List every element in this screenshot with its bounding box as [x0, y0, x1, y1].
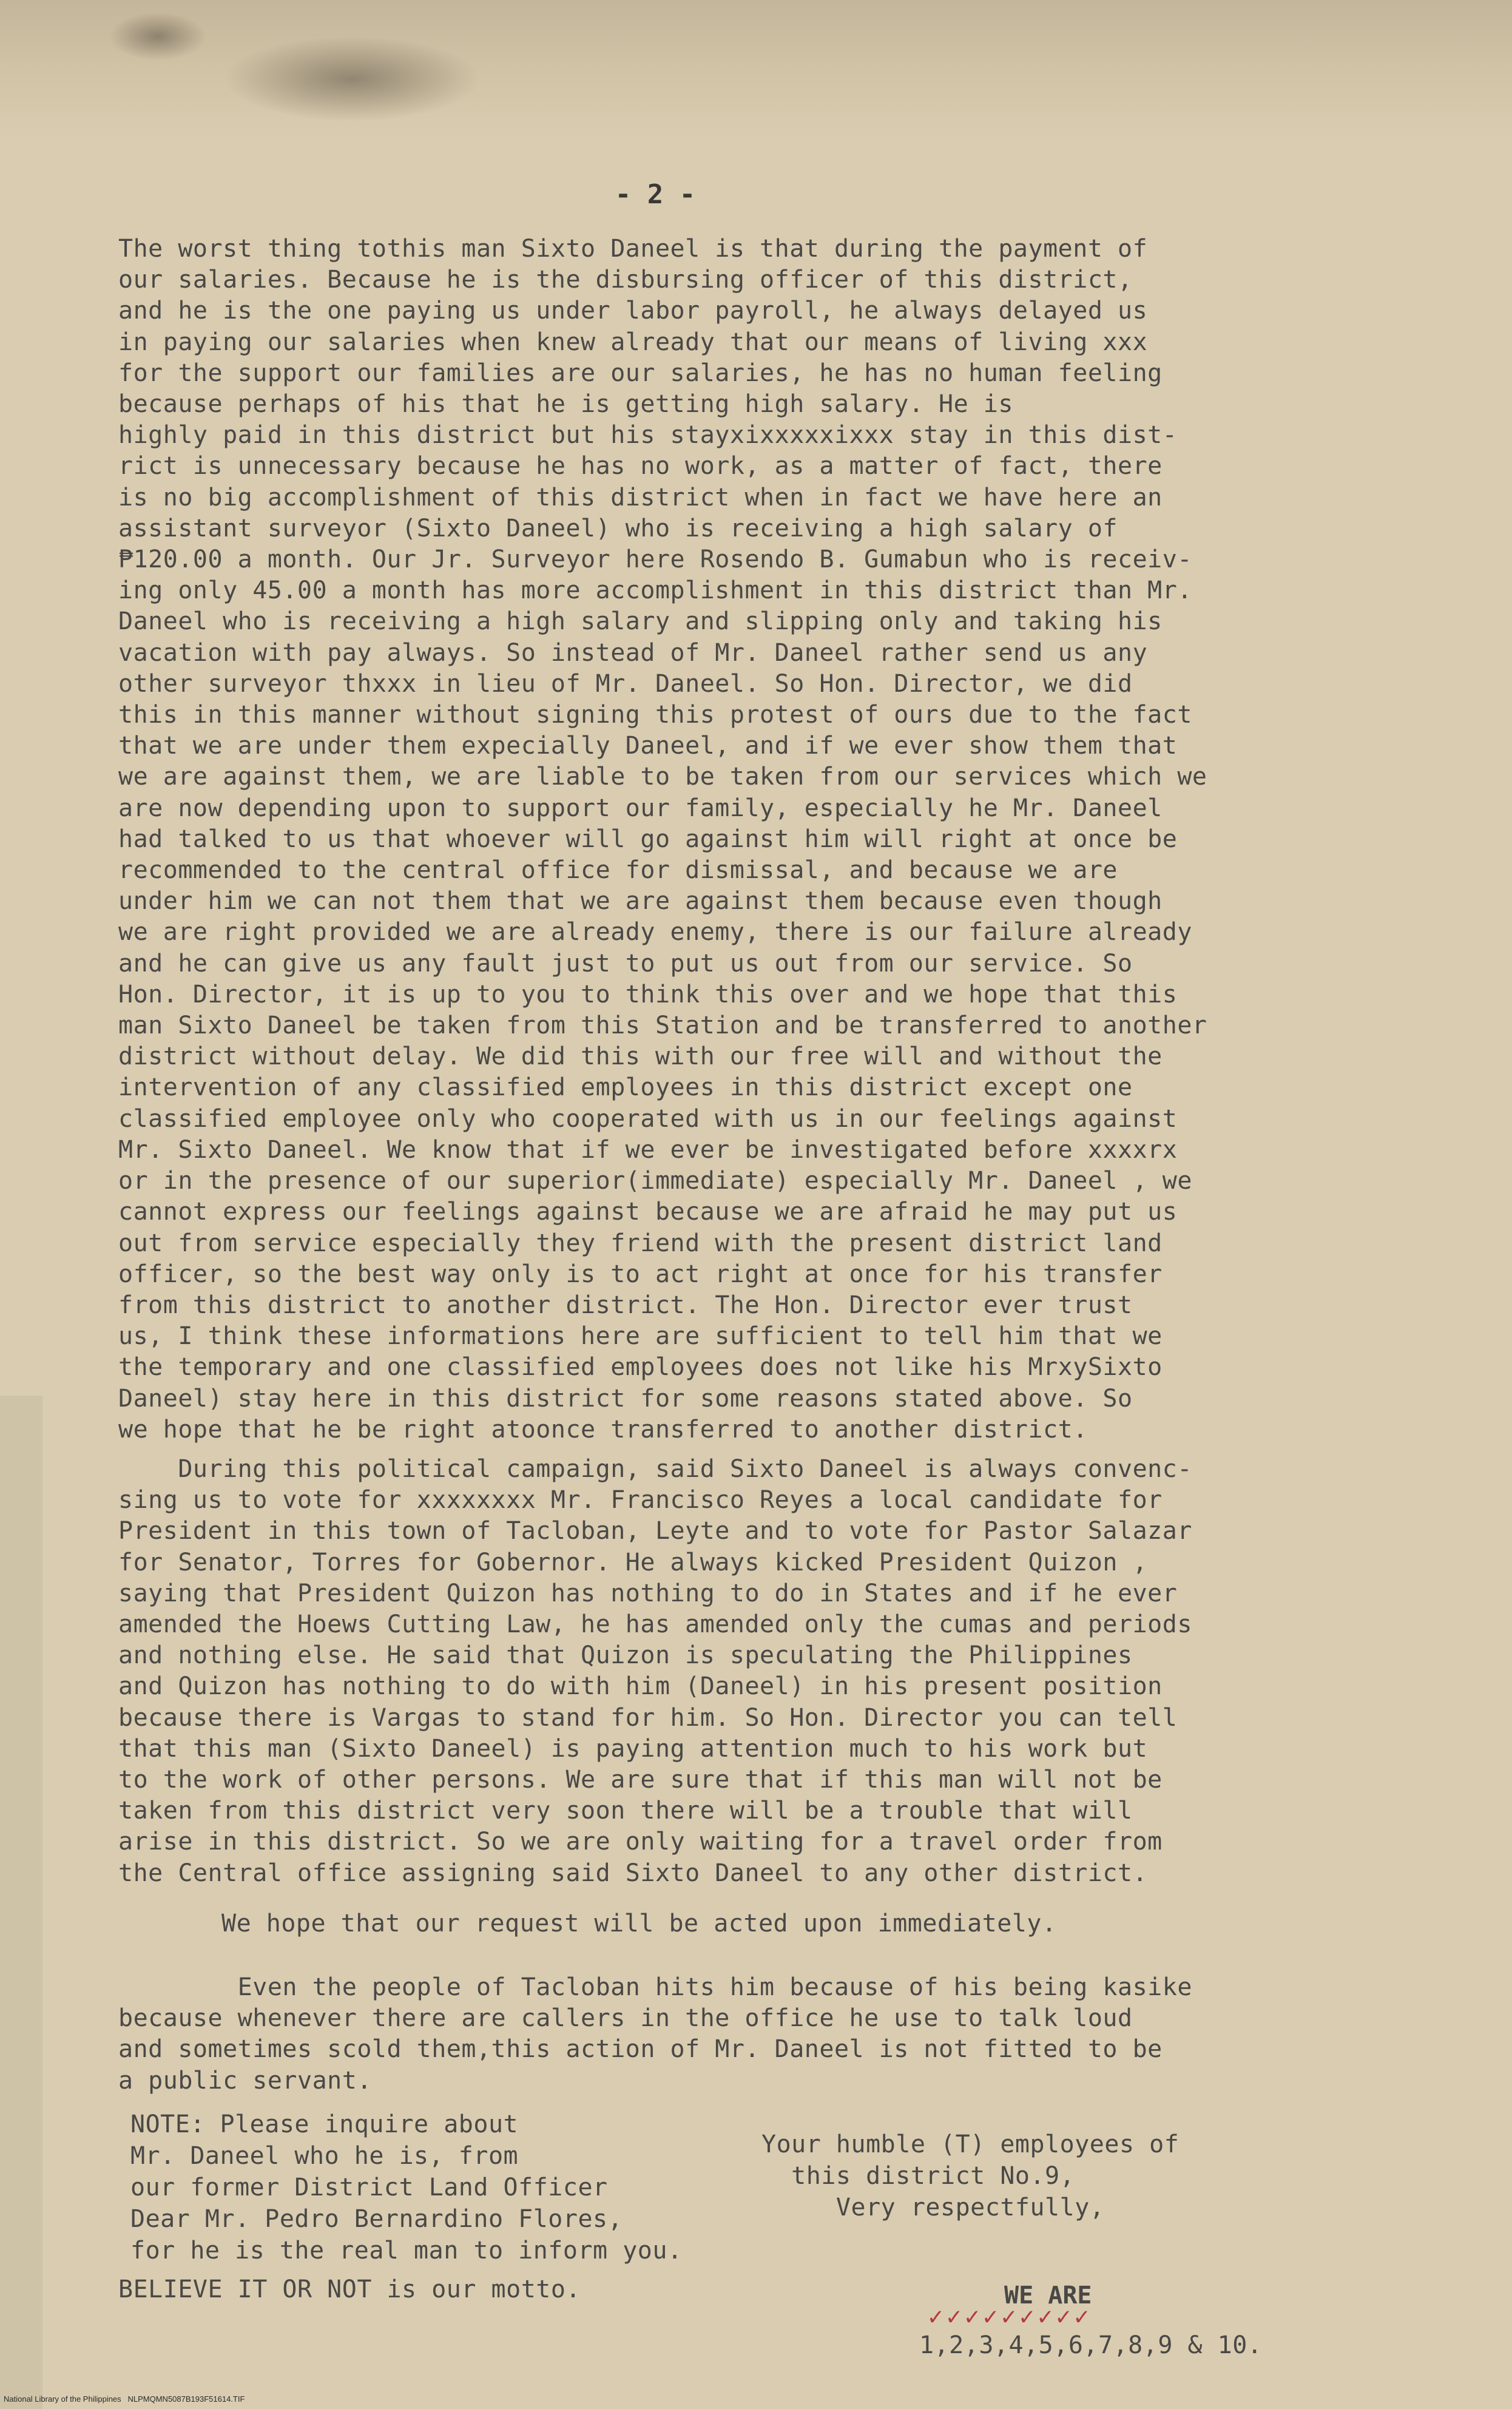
text-line: assistant surveyor (Sixto Daneel) who is receiving a high salary of — [118, 514, 1118, 542]
signatory-numbers: 1,2,3,4,5,6,7,8,9 & 10. — [919, 2331, 1263, 2359]
note-block — [130, 2109, 683, 2266]
paragraph-3: We hope that our request will be acted upon immediately. — [221, 1910, 1057, 1938]
text-line: or in the presence of our superior(immediate) especially Mr. Daneel , we — [118, 1167, 1192, 1195]
text-line: highly paid in this district but his stayxixxxxxixxx stay in this dist- — [118, 421, 1178, 450]
text-line: district without delay. We did this with our free will and without the — [118, 1042, 1163, 1071]
text-line: classified employee only who cooperated with us in our feelings against — [118, 1104, 1178, 1133]
text-line: and he can give us any fault just to put us out from our service. So — [118, 949, 1133, 978]
text-line: The worst thing tothis man Sixto Daneel is that during the payment of — [118, 235, 1148, 263]
text-line: for Senator, Torres for Gobernor. He always kicked President Quizon , — [118, 1548, 1148, 1576]
text-line: because whenever there are callers in the office he use to talk loud — [118, 2004, 1133, 2033]
text-line: other surveyor thxxx in lieu of Mr. Daneel. So Hon. Director, we did — [118, 669, 1133, 698]
text-line: Daneel who is receiving a high salary and slipping only and taking his — [118, 607, 1163, 636]
text-line: intervention of any classified employees in this district except one — [118, 1073, 1133, 1102]
text-line: from this district to another district. The Hon. Director ever trust — [118, 1291, 1133, 1319]
text-line: sing us to vote for xxxxxxxx Mr. Francisco Reyes a local candidate for — [118, 1486, 1163, 1515]
ink-smudge — [224, 36, 479, 121]
text-line: Hon. Director, it is up to you to think this over and we hope that this — [118, 980, 1178, 1009]
text-line: amended the Hoews Cutting Law, he has amended only the cumas and periods — [118, 1610, 1192, 1639]
text-line: that we are under them expecially Daneel, and if we ever show them that — [118, 732, 1178, 760]
text-line: and Quizon has nothing to do with him (Daneel) in his present position — [118, 1672, 1163, 1701]
text-line: under him we can not them that we are against them because even though — [118, 887, 1163, 916]
text-line: and nothing else. He said that Quizon is speculating the Philippines — [118, 1641, 1133, 1670]
text-line: we are right provided we are already enemy, there is our failure already — [118, 918, 1192, 947]
text-line: the Central office assigning said Sixto Daneel to any other district. — [118, 1859, 1148, 1887]
signature-line: Very respectfully, — [761, 2194, 1105, 2221]
text-line: taken from this district very soon there will be a trouble that will — [118, 1797, 1133, 1825]
page-number: - 2 - — [615, 179, 696, 210]
text-line: recommended to the central office for dismissal, and because we are — [118, 856, 1118, 885]
text-line: Mr. Sixto Daneel. We know that if we ever be investigated before xxxxrx — [118, 1135, 1178, 1164]
text-line: this in this manner without signing this protest of ours due to the fact — [118, 701, 1192, 729]
text-line: we hope that he be right atoonce transferred to another district. — [118, 1415, 1088, 1444]
text-line: ₱120.00 a month. Our Jr. Surveyor here Rosendo B. Gumabun who is receiv- — [118, 546, 1192, 574]
note-line: Mr. Daneel who he is, from — [130, 2142, 519, 2170]
note-line: NOTE: Please inquire about — [130, 2110, 519, 2138]
text-line: cannot express our feelings against because we are afraid he may put us — [118, 1198, 1178, 1226]
paper-fold — [0, 1396, 42, 2409]
text-line: arise in this district. So we are only waiting for a travel order from — [118, 1828, 1163, 1856]
text-line: because there is Vargas to stand for him. So Hon. Director you can tell — [118, 1703, 1178, 1732]
note-line: our former District Land Officer — [130, 2174, 608, 2201]
text-line: During this political campaign, said Sixto Daneel is always convenc- — [118, 1455, 1192, 1483]
text-line: for the support our families are our salaries, he has no human feeling — [118, 359, 1163, 387]
text-line: the temporary and one classified employees does not like his MrxySixto — [118, 1353, 1163, 1382]
paragraph-1 — [118, 234, 1441, 1445]
text-line: saying that President Quizon has nothing to do in States and if he ever — [118, 1579, 1178, 1607]
text-line: in paying our salaries when knew already that our means of living xxx — [118, 328, 1148, 356]
ink-smudge — [109, 12, 206, 61]
text-line: had talked to us that whoever will go against him will right at once be — [118, 825, 1178, 853]
text-line: vacation with pay always. So instead of Mr. Daneel rather send us any — [118, 638, 1148, 667]
text-line: that this man (Sixto Daneel) is paying attention much to his work but — [118, 1734, 1148, 1763]
we-are-label: WE ARE — [1004, 2282, 1092, 2309]
text-line: us, I think these informations here are sufficient to tell him that we — [118, 1322, 1163, 1351]
text-line: officer, so the best way only is to act right at once for his transfer — [118, 1260, 1163, 1288]
archive-footer: National Library of the Philippines NLPMQMN5087B193F51614.TIF — [4, 2394, 245, 2404]
text-line: is no big accomplishment of this district when in fact we have here an — [118, 483, 1163, 512]
text-line: and he is the one paying us under labor payroll, he always delayed us — [118, 297, 1148, 325]
text-line: Daneel) stay here in this district for some reasons stated above. So — [118, 1384, 1133, 1413]
text-line: because perhaps of his that he is getting high salary. He is — [118, 390, 1013, 419]
paragraph-4 — [118, 1972, 1192, 2096]
text-line: President in this town of Tacloban, Leyte and to vote for Pastor Salazar — [118, 1517, 1192, 1546]
note-line: for he is the real man to inform you. — [130, 2237, 683, 2265]
text-line: a public servant. — [118, 2066, 372, 2095]
red-checkmarks: ✓✓✓✓✓✓✓✓✓ — [928, 2303, 1093, 2331]
text-line: ing only 45.00 a month has more accomplishment in this district than Mr. — [118, 576, 1192, 605]
text-line: and sometimes scold them,this action of Mr. Daneel is not fitted to be — [118, 2035, 1163, 2064]
paragraph-2 — [118, 1454, 1192, 1889]
text-line: out from service especially they friend with the present district land — [118, 1229, 1163, 1257]
text-line: rict is unnecessary because he has no work, as a matter of fact, there — [118, 452, 1163, 481]
signature-block — [761, 2129, 1179, 2223]
text-line: Even the people of Tacloban hits him because of his being kasike — [118, 1973, 1192, 2001]
text-line: man Sixto Daneel be taken from this Station and be transferred to another — [118, 1012, 1207, 1040]
signature-line: this district No.9, — [761, 2162, 1075, 2190]
text-line: are now depending upon to support our family, especially he Mr. Daneel — [118, 794, 1163, 822]
text-line: we are against them, we are liable to be taken from our services which we — [118, 763, 1207, 791]
text-line: our salaries. Because he is the disbursing officer of this district, — [118, 266, 1133, 294]
motto: BELIEVE IT OR NOT is our motto. — [118, 2276, 581, 2303]
text-line: to the work of other persons. We are sure that if this man will not be — [118, 1766, 1163, 1794]
note-line: Dear Mr. Pedro Bernardino Flores, — [130, 2205, 623, 2233]
signature-line: Your humble (T) employees of — [761, 2130, 1180, 2158]
